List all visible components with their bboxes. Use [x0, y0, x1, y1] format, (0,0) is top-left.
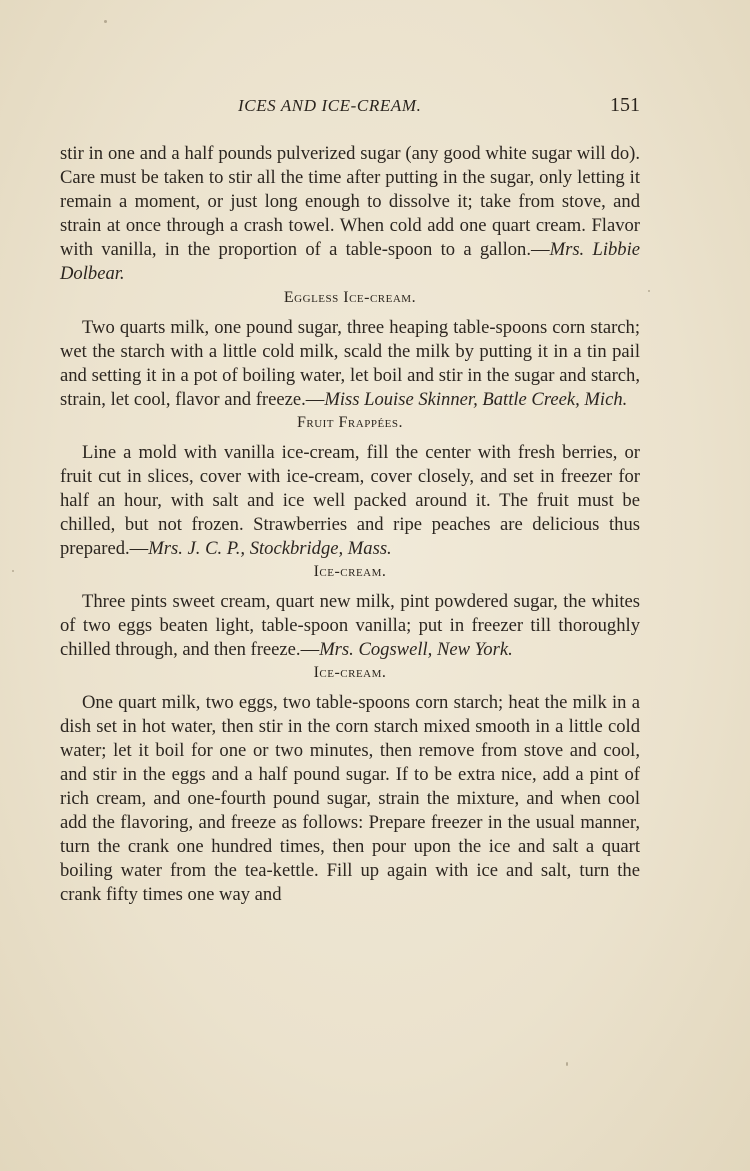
recipe-title-ice-cream-2: Ice-cream. — [313, 664, 387, 681]
paper-speck — [12, 570, 14, 572]
attribution: Miss Louise Skinner, Battle Creek, Mich. — [324, 389, 628, 410]
attribution: Mrs. Cogswell, New York. — [319, 639, 513, 660]
paragraph-continued — [60, 142, 640, 286]
attribution: Mrs. J. C. P., Stockbridge, Mass. — [148, 538, 392, 559]
recipe-title-ice-cream-1: Ice-cream. — [313, 563, 387, 580]
paper-speck — [648, 290, 650, 292]
paper-speck — [566, 1062, 568, 1066]
page-body — [60, 142, 640, 907]
paragraph-text: One quart milk, two eggs, two table-spoons corn starch; heat the milk in a dish set in hot water, then stir in the corn starch mixed smooth in a little cold water; let it boil for one or two minutes, then remove from stove and cool, and stir in the eggs and a half pound sugar. If to be extra nice, add a pint of rich cream, and one-fourth pound sugar, strain the mixture, and when cool add the flavoring, and freeze as follows: Prepare freezer in the usual manner, turn the crank one hundred times, then pour upon the ice and salt a quart boiling water from the tea-kettle. Fill up again with ice and salt, turn the crank fifty times one way and — [60, 692, 640, 905]
recipe-ice-cream-2 — [60, 691, 640, 907]
recipe-title-fruit-frappees: Fruit Frappées. — [296, 414, 404, 431]
attribution: Mrs. Libbie Dolbear. — [60, 239, 640, 284]
paragraph-text: Three pints sweet cream, quart new milk, pint powdered sugar, the whites of two eggs beaten light, table-spoon vanilla; put in freezer till thoroughly chilled through, and then freeze.— — [60, 591, 640, 660]
page-header — [60, 96, 640, 124]
paper-speck — [104, 20, 107, 23]
recipe-eggless-ice-cream — [60, 316, 640, 412]
recipe-title-eggless-ice-cream: Eggless Ice-cream. — [283, 289, 417, 306]
running-head: ICES AND ICE-CREAM. — [238, 96, 422, 115]
recipe-ice-cream-1 — [60, 590, 640, 662]
page-number: 151 — [610, 94, 640, 116]
paragraph-text: stir in one and a half pounds pulverized sugar (any good white sugar will do). Care must be taken to stir all the time after putting in the sugar, only letting it remain a moment, or just long enough to dissolve it; take from stove, and strain at once through a crash towel. When cold add one quart cream. Flavor with vanilla, in the proportion of a table-spoon to a gallon.— — [60, 143, 640, 260]
paragraph-text: Line a mold with vanilla ice-cream, fill the center with fresh berries, or fruit cut in slices, cover with ice-cream, cover closely, and set in freezer for half an hour, with salt and ice well packed around it. The fruit must be chilled, but not frozen. Strawberries and ripe peaches are delicious thus prepared.— — [60, 442, 640, 559]
recipe-fruit-frappees — [60, 441, 640, 561]
paragraph-text: Two quarts milk, one pound sugar, three heaping table-spoons corn starch; wet the starch with a little cold milk, scald the milk by putting it in a tin pail and setting it in a pot of boiling water, let boil and stir in the sugar and starch, strain, let cool, flavor and freeze.— — [60, 317, 640, 410]
